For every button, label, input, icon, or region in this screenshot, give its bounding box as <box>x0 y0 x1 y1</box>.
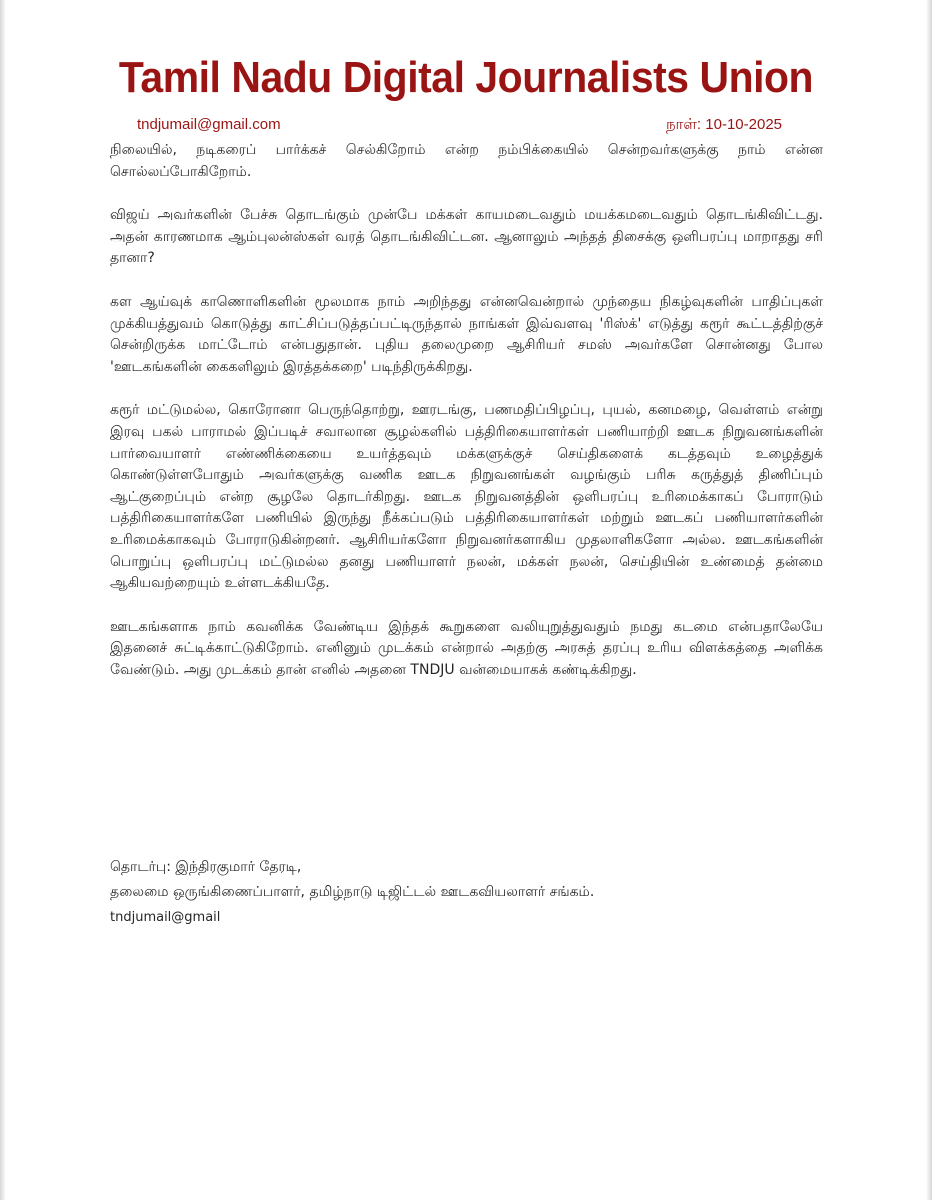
page-edge-shadow-right <box>926 0 932 1200</box>
paragraph: கள ஆய்வுக் காணொளிகளின் மூலமாக நாம் அறிந்தது என்னவென்றால் முந்தைய நிகழ்வுகளின் பாதிப்புகள் முக்கியத்துவம் கொடுத்து காட்சிப்படுத்தப்பட்டிருந்தால் நாங்கள் இவ்வளவு 'ரிஸ்க்' எடுத்து கரூர் கூட்டத்திற்குச் சென்றிருக்க மாட்டோம் என்பதுதான். புதிய தலைமுறை ஆசிரியர் சமஸ் அவர்களே சொன்னது போல 'ஊடகங்களின் கைகளிலும் இரத்தக்கறை' படிந்திருக்கிறது. <box>110 293 823 375</box>
paragraph: விஜய் அவர்களின் பேச்சு தொடங்கும் முன்பே மக்கள் காயமடைவதும் மயக்கமடைவதும் தொடங்கிவிட்டது. அதன் காரணமாக ஆம்புலன்ஸ்கள் வரத் தொடங்கிவிட்டன. ஆனாலும் அந்தத் திசைக்கு ஒளிபரப்பு மாறாதது சரி தானா? <box>110 207 823 267</box>
organization-title: Tamil Nadu Digital Journalists Union <box>118 53 814 102</box>
signoff-role-line: தலைமை ஒருங்கிணைப்பாளர், தமிழ்நாடு டிஜிட்டல் ஊடகவியலாளர் சங்கம். <box>110 884 595 900</box>
signoff-block <box>110 855 823 930</box>
letterhead-email: tndjumail@gmail.com <box>137 116 281 133</box>
paragraph: ஊடகங்களாக நாம் கவனிக்க வேண்டிய இந்தக் கூறுகளை வலியுறுத்துவதும் நமது கடமை என்பதாலேயே இதனைச் சுட்டிக்காட்டுகிறோம். எனினும் முடக்கம் என்றால் அதற்கு அரசுத் தரப்பு உரிய விளக்கத்தை அளிக்க வேண்டும். அது முடக்கம் தான் எனில் அதனை TNDJU வன்மையாகக் கண்டிக்கிறது. <box>110 618 823 678</box>
page-edge-shadow-left <box>0 0 6 1200</box>
paragraph: கரூர் மட்டுமல்ல, கொரோனா பெருந்தொற்று, ஊரடங்கு, பணமதிப்பிழப்பு, புயல், கனமழை, வெள்ளம் என்று இரவு பகல் பாராமல் இப்படிச் சவாலான சூழல்களில் பத்திரிகையாளர்கள் பணியாற்றி ஊடக நிறுவனங்களின் பார்வையாளர் எண்ணிக்கையை உயர்த்தவும் மக்களுக்குச் செய்திகளைக் கடத்தவும் உழைத்துக் கொண்டுள்ளபோதும் அவர்களுக்கு வணிக ஊடக நிறுவனங்கள் வழங்கும் பரிசு கருத்துத் திணிப்பும் ஆட்குறைப்பும் என்ற சூழலே தொடர்கிறது. ஊடக நிறுவனத்தின் ஒளிபரப்பு உரிமைக்காகப் போராடும் பத்திரிகையாளர்களே பணியில் இருந்து நீக்கப்படும் பத்திரிகையாளர்கள் மற்றும் ஊடகப் பணியாளர்களின் உரிமைக்காகவும் போராடுகின்றனர். ஆசிரியர்களோ நிறுவனர்களாகிய முதலாளிகளோ அல்ல. ஊடகங்களின் பொறுப்பு ஒளிபரப்பு மட்டுமல்ல தனது பணியாளர் நலன், மக்கள் நலன், செய்தியின் உண்மைத் தன்மை ஆகியவற்றையும் உள்ளடக்கியதே. <box>110 402 823 592</box>
statement-body <box>110 140 823 703</box>
signoff-contact-line: தொடர்பு: இந்திரகுமார் தேரடி, <box>110 859 302 875</box>
letterhead-contact-row <box>137 116 782 138</box>
letterhead-date: நாள்: 10-10-2025 <box>665 116 782 133</box>
signoff-email: tndjumail@gmail <box>110 910 221 925</box>
paragraph: நிலையில், நடிகரைப் பார்க்கச் செல்கிறோம் என்ற நம்பிக்கையில் சென்றவர்களுக்கு நாம் என்ன சொல்லப்போகிறோம். <box>110 142 823 180</box>
